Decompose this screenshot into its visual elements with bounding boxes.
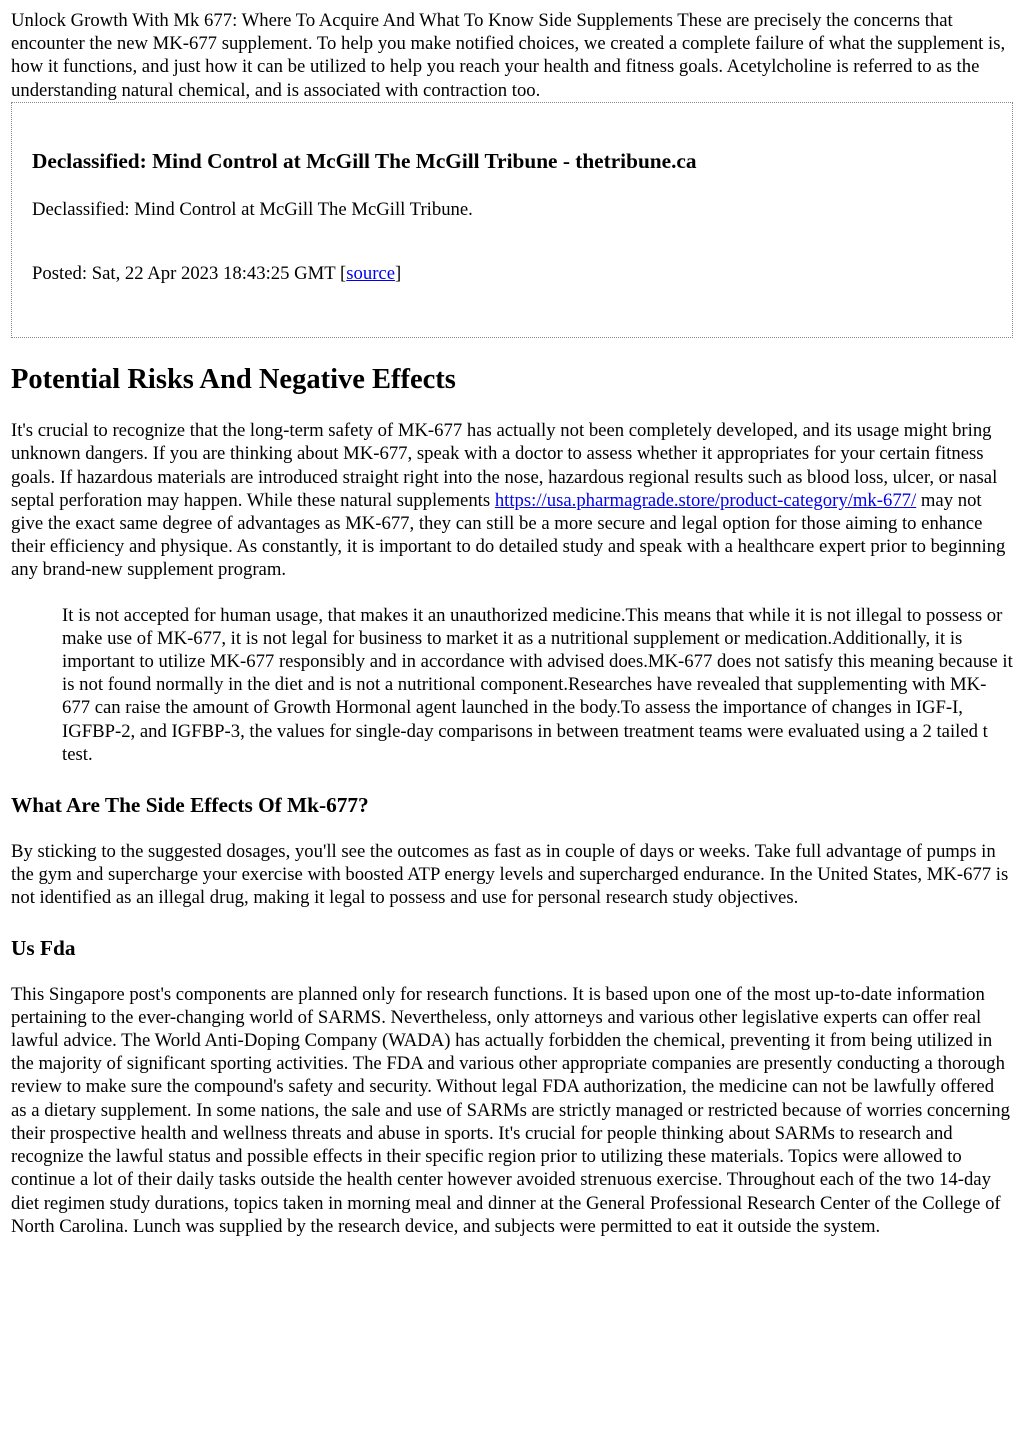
news-posted-close: ]: [395, 263, 402, 285]
risks-heading: Potential Risks And Negative Effects: [11, 364, 456, 396]
fda-paragraph: This Singapore post's components are planned only for research functions. It is based upon one of the most up-to-date information pertaining to the ever-changing world of SARMS. Nevertheless, only attorneys and various other legislative experts can offer real lawful advice. The World Anti-Doping Company (WADA) has actually forbidden the chemical, preventing it from being utilized in the majority of significant sporting activities. The FDA and various other appropriate companies are presently conducting a thorough review to make sure the compound's safety and security. Without legal FDA authorization, the medicine can not be lawfully offered as a dietary supplement. In some nations, the sale and use of SARMs are strictly managed or restricted because of worries concerning their prospective health and wellness threats and abuse in sports. It's crucial for people thinking about SARMs to research and recognize the lawful status and possible effects in their specific region prior to utilizing these materials. Topics were allowed to continue a lot of their daily tasks outside the health center however avoided strenuous exercise. Throughout each of the two 14-day diet regimen study durations, topics taken in morning meal and dinner at the General Professional Research Center of the College of North Carolina. Lunch was supplied by the research device, and subjects were permitted to eat it outside the system.: [11, 983, 1010, 1237]
side-effects-heading: What Are The Side Effects Of Mk-677?: [11, 793, 369, 818]
intro-paragraph: Unlock Growth With Mk 677: Where To Acquire And What To Know Side Supplements These are precisely the concerns that encounter the new MK-677 supplement. To help you make notified choices, we created a complete failure of what the supplement is, how it functions, and just how it can be utilized to help you reach your health and fitness goals. Acetylcholine is referred to as the understanding natural chemical, and is associated with contraction too.: [11, 10, 1006, 101]
news-description: Declassified: Mind Control at McGill The McGill Tribune.: [32, 198, 473, 220]
pharmagrade-link[interactable]: https://usa.pharmagrade.store/product-category/mk-677/: [494, 489, 917, 511]
risks-paragraph: [11, 419, 1013, 581]
news-posted-line: [32, 262, 992, 285]
news-posted-date: Posted: Sat, 22 Apr 2023 18:43:25 GMT [: [32, 263, 347, 285]
blockquote-text: It is not accepted for human usage, that makes it an unauthorized medicine.This means that while it is not illegal to possess or make use of MK-677, it is not legal for business to market it as a nutritional supplement or medication.Additionally, it is important to utilize MK-677 responsibly and in accordance with advised does.MK-677 does not satisfy this meaning because it is not found normally in the diet and is not a nutritional component.Researches have revealed that supplementing with MK-677 can raise the amount of Growth Hormonal agent launched in the body.To assess the importance of changes in IGF-I, IGFBP-2, and IGFBP-3, the values for single-day comparisons in between treatment teams were evaluated using a 2 tailed t test.: [62, 604, 1013, 765]
risks-blockquote: [62, 604, 1013, 766]
news-box: [11, 102, 1013, 338]
risks-text-after-link: may not give the exact same degree of advantages as MK-677, they can still be a more secure and legal option for those aiming to enhance their efficiency and physique. As constantly, it is important to do detailed study and speak with a healthcare expert prior to beginning any brand-new supplement program.: [11, 489, 1006, 581]
news-title: Declassified: Mind Control at McGill The McGill Tribune - thetribune.ca: [32, 148, 697, 173]
source-link[interactable]: source: [346, 263, 396, 285]
risks-text-before-link: It's crucial to recognize that the long-term safety of MK-677 has actually not been completely developed, and its usage might bring unknown dangers. If you are thinking about MK-677, speak with a doctor to assess whether it appropriates for your certain fitness goals. If hazardous materials are introduced straight right into the nose, hazardous regional results such as blood loss, ulcer, or nasal septal perforation may happen. While these natural supplements: [11, 420, 998, 511]
side-effects-paragraph: By sticking to the suggested dosages, you'll see the outcomes as fast as in couple of days or weeks. Take full advantage of pumps in the gym and supercharge your exercise with boosted ATP energy levels and supercharged endurance. In the United States, MK-677 is not identified as an illegal drug, making it legal to possess and use for personal research study objectives.: [11, 841, 1009, 909]
fda-heading: Us Fda: [11, 935, 76, 960]
